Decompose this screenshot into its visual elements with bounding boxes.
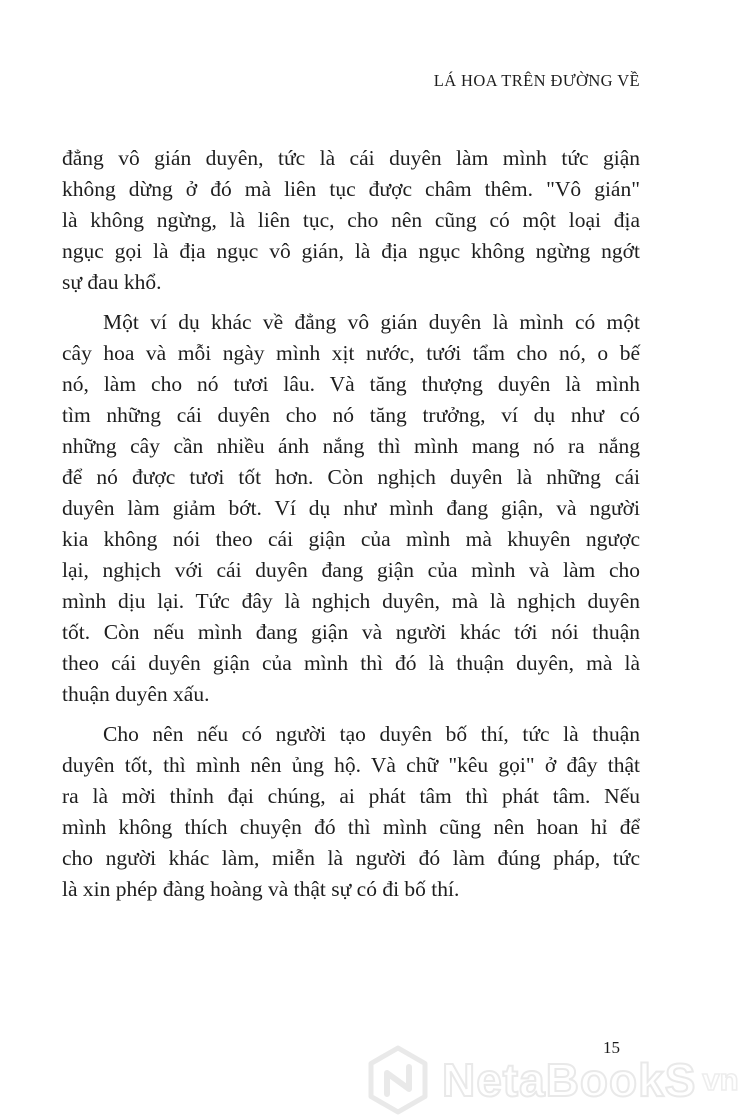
text-line: tìm những cái duyên cho nó tăng trưởng, ví dụ như có [62, 403, 640, 427]
text-line: duyên tốt, thì mình nên ủng hộ. Và chữ "kêu gọi" ở đây thật [62, 753, 640, 777]
text-line: là không ngừng, là liên tục, cho nên cũng có một loại địa [62, 208, 640, 232]
text-line: đẳng vô gián duyên, tức là cái duyên làm mình tức giận [62, 146, 640, 170]
text-line: sự đau khổ. [62, 270, 162, 294]
text-line: Cho nên nếu có người tạo duyên bố thí, tức là thuận [103, 722, 640, 746]
page-number: 15 [603, 1038, 620, 1057]
text-line: duyên làm giảm bớt. Ví dụ như mình đang giận, và người [62, 496, 640, 520]
text-line: mình dịu lại. Tức đây là nghịch duyên, mà là nghịch duyên [62, 589, 640, 613]
text-line: là xin phép đàng hoàng và thật sự có đi bố thí. [62, 877, 460, 901]
text-line: lại, nghịch với cái duyên đang giận của mình và làm cho [62, 558, 640, 582]
text-line: thuận duyên xấu. [62, 682, 210, 706]
text-line: mình không thích chuyện đó thì mình cũng nên hoan hỉ để [62, 815, 640, 839]
watermark-tld-text: vn [702, 1062, 739, 1097]
text-line: ngục gọi là địa ngục vô gián, là địa ngục không ngừng ngớt [62, 239, 640, 263]
text-line: kia không nói theo cái giận của mình mà khuyên ngược [62, 527, 640, 551]
page-body [62, 143, 640, 914]
text-line: để nó được tươi tốt hơn. Còn nghịch duyên là những cái [62, 465, 640, 489]
paragraph [62, 719, 640, 905]
text-line: tốt. Còn nếu mình đang giận và người khác tới nói thuận [62, 620, 640, 644]
text-line: nó, làm cho nó tươi lâu. Và tăng thượng duyên là mình [62, 372, 640, 396]
paragraph [62, 143, 640, 298]
text-line: những cây cần nhiều ánh nắng thì mình mang nó ra nắng [62, 434, 640, 458]
paragraph [62, 307, 640, 710]
text-line: không dừng ở đó mà liên tục được châm thêm. "Vô gián" [62, 177, 640, 201]
text-line: theo cái duyên giận của mình thì đó là thuận duyên, mà là [62, 651, 640, 675]
text-line: cho người khác làm, miễn là người đó làm đúng pháp, tức [62, 846, 640, 870]
watermark-brand-text: NetaBookS [442, 1054, 697, 1106]
text-line: Một ví dụ khác về đẳng vô gián duyên là mình có một [103, 310, 640, 334]
text-line: cây hoa và mỗi ngày mình xịt nước, tưới tẩm cho nó, o bế [62, 341, 640, 365]
text-line: ra là mời thỉnh đại chúng, ai phát tâm thì phát tâm. Nếu [62, 784, 640, 808]
running-header: LÁ HOA TRÊN ĐƯỜNG VỀ [433, 71, 640, 90]
